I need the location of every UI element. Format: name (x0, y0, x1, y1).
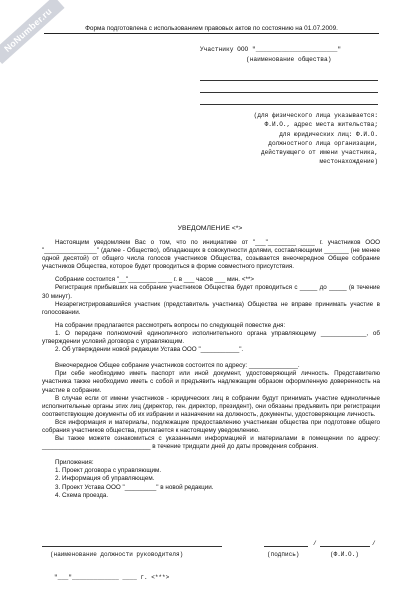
recipient-note-line: должностного лица организации, (268, 139, 378, 147)
recipient-note (200, 111, 378, 167)
signature-date-line: "___"_____________ ____ г. <***> (54, 574, 170, 581)
slash-separator-end: / (372, 540, 376, 547)
paragraph-initiative: Настоящим уведомляем Вас о том, что по инициативе от "___"________ ____ г. участников ООО "_______________" (далее - Общество), обладающих в совокупности долями, составляющими _______ (не менее одной десятой) от общего числа голосов участников Общества, созывается внеочередное Общее собрание участников Общества, которое будет проводиться в форме совместного присутствия. (42, 239, 380, 271)
paragraph-address: Внеочередное Общее собрание участников состоится по адресу: ______________. (55, 362, 300, 370)
attachment-item: 2. Информация об управляющем. (55, 475, 155, 483)
agenda-item: 1. О передаче полномочий единоличного исполнительного органа управляющему _____________, об утверждении условий договора с управляющим. (42, 329, 380, 346)
document-title: УВЕДОМЛЕНИЕ <*> (177, 225, 243, 232)
paragraph-documents: При себе необходимо иметь паспорт или иной документ, удостоверяющий личность. Представителю участника также необходимо иметь с собой и предъявить надлежащим образом оформленную доверенность на участие в собрании. (42, 370, 380, 394)
paragraph-registration: Регистрация прибывших на собрание участников Общества будет проводиться с _____ до _____ (в течение 30 минут). (42, 284, 380, 300)
paragraph-materials: Вся информация и материалы, подлежащие предоставлению участникам общества при подготовке общего собрания участников общества, прилагается к настоящему уведомлению. (42, 418, 380, 434)
signature-caption: (подпись) (267, 551, 300, 558)
recipient-note-line: для юридических лиц: Ф.И.О. (279, 130, 378, 138)
paragraph-familiarization: Вы также можете ознакомиться с указанными информацией и материалами в помещении по адресу: _______________________________ в течение тридцати дней до даты проведения собрания. (42, 435, 380, 451)
paragraph-legal-entities: В случае если от имени участников - юридических лиц в собрании будут принимать участие единоличные исполнительные органы этих лиц (директор, ген. директор, президент), они обязаны предъявить при регистрации соответствующие документы об их избрании и назначении на должность, документы, удостоверяющие личность. (42, 394, 380, 418)
position-line (42, 546, 222, 547)
name-caption: (Ф.И.О.) (330, 551, 359, 558)
recipient-blank-line-2 (200, 92, 378, 93)
position-caption: (наименование должности руководителя) (50, 551, 184, 558)
recipient-blank-line-1 (200, 80, 378, 81)
recipient-note-line: местонахождение) (319, 158, 378, 166)
attachment-item: 1. Проект договора с управляющим. (55, 467, 162, 475)
agenda-item: 2. Об утверждении новой редакции Устава ООО "___________". (55, 346, 244, 354)
watermark-ribbon: NoNumber.ru (0, 0, 65, 64)
slash-separator: / (313, 540, 317, 547)
recipient-to-line: Участнику ООО "______________________" (200, 46, 342, 53)
attachments-label: Приложения: (55, 459, 94, 467)
paragraph-agenda-intro: На собрании предлагается рассмотреть вопросы по следующей повестке дня: (55, 321, 286, 329)
recipient-org-caption: (наименование общества) (246, 56, 332, 63)
paragraph-unregistered: Незарегистрировавшийся участник (представитель участника) Общества не вправе принимать участие в голосовании. (42, 300, 380, 316)
attachment-item: 4. Схема проезда. (55, 491, 109, 499)
form-header-note: Форма подготовлена с использованием правовых актов по состоянию на 01.07.2009. (44, 25, 379, 34)
paragraph-meeting-date: Собрание состоится "__"________ ____ г. в ___ часов ___ мин. <**> (55, 276, 255, 284)
recipient-note-line: Ф.И.О., адрес места жительства; (264, 121, 378, 129)
recipient-note-line: (для физического лица указывается: (253, 112, 378, 119)
document-body (42, 239, 380, 500)
name-line (320, 546, 370, 547)
attachment-item: 3. Проект Устава ООО "_________" в новой редакции. (55, 483, 214, 491)
signature-line (264, 546, 308, 547)
recipient-blank-line-3 (200, 104, 378, 105)
recipient-note-line: действующего от имени участника, (260, 149, 378, 157)
